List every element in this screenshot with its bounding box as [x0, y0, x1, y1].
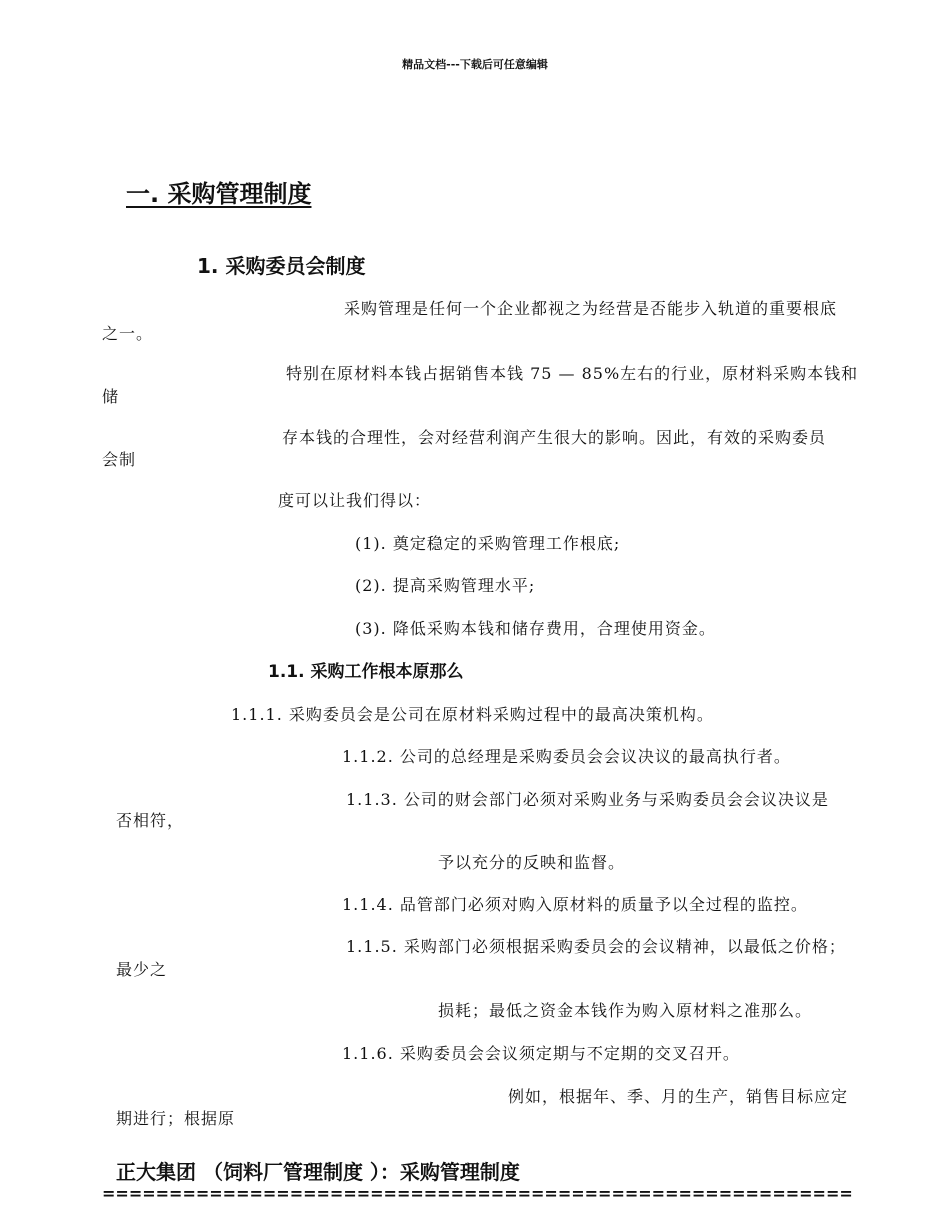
subsubsection-title: 1.1. 采购工作根本原那么	[268, 662, 464, 682]
rule-line: 损耗；最低之资金本钱作为购入原材料之准那么。	[438, 1001, 813, 1020]
rule-line: 期进行；根据原	[116, 1109, 236, 1128]
intro-line: 度可以让我们得以：	[278, 491, 432, 510]
rule-line: 否相符，	[116, 811, 185, 830]
rule-line: 1.1.2. 公司的总经理是采购委员会会议决议的最高执行者。	[342, 747, 791, 766]
intro-line: 采购管理是任何一个企业都视之为经营是否能步入轨道的重要根底	[344, 299, 838, 318]
rule-line: 1.1.6. 采购委员会会议须定期与不定期的交叉召开。	[342, 1044, 740, 1063]
subsection-title: 1. 采购委员会制度	[197, 254, 366, 278]
rule-line: 最少之	[116, 960, 168, 979]
benefit-item: (1). 奠定稳定的采购管理工作根底;	[355, 534, 621, 553]
document-footer-title: 正大集团 （饲料厂管理制度 ）：采购管理制度	[116, 1160, 520, 1184]
footer-separator: ========================================================	[102, 1184, 853, 1203]
rule-line: 1.1.3. 公司的财会部门必须对采购业务与采购委员会会议决议是	[346, 790, 829, 809]
intro-line: 特别在原材料本钱占据销售本钱 75 — 85%左右的行业，原材料采购本钱和	[286, 364, 859, 383]
rule-line: 1.1.5. 采购部门必须根据采购委员会的会议精神，以最低之价格；	[346, 937, 846, 956]
rule-line: 1.1.1. 采购委员会是公司在原材料采购过程中的最高决策机构。	[231, 705, 714, 724]
benefit-item: (3). 降低采购本钱和储存费用，合理使用资金。	[355, 619, 716, 638]
intro-line: 储	[102, 387, 120, 406]
rule-line: 予以充分的反映和监督。	[438, 853, 626, 872]
rule-line: 例如，根据年、季、月的生产，销售目标应定	[508, 1087, 849, 1106]
intro-line: 之一。	[102, 324, 154, 343]
intro-line: 存本钱的合理性，会对经营利润产生很大的影响。因此，有效的采购委员	[282, 428, 827, 447]
document-header-watermark: 精品文档---下载后可任意编辑	[402, 58, 548, 71]
intro-line: 会制	[102, 450, 137, 469]
rule-line: 1.1.4. 品管部门必须对购入原材料的质量予以全过程的监控。	[342, 895, 808, 914]
section-title: 一. 采购管理制度	[126, 180, 312, 208]
benefit-item: (2). 提高采购管理水平;	[355, 576, 536, 595]
